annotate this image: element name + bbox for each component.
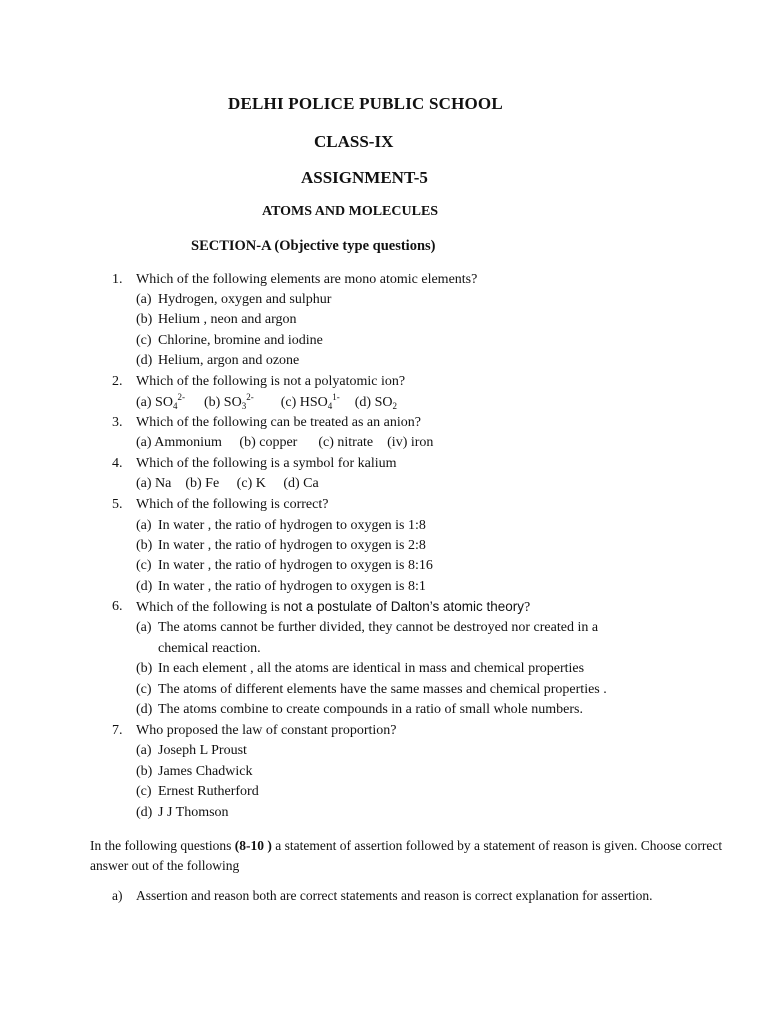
question-text: Which of the following is not a polyatomic ion? — [136, 374, 406, 389]
question-text: Who proposed the law of constant proportion? — [136, 723, 397, 738]
option-b: (b) $SO_3^{2-}$ — [203, 392, 254, 411]
option-label: (c) — [136, 333, 152, 348]
option-label: (b) — [136, 312, 153, 327]
option-text: J J Thomson — [158, 805, 229, 820]
assertion-option-label: a) — [112, 888, 123, 903]
option-text: In each element , all the atoms are identical in mass and chemical properties — [158, 661, 585, 676]
assertion-option-text: Assertion and reason both are correct statements and reason is correct explanation for assertion. — [136, 888, 653, 903]
option-label: (a) — [136, 620, 152, 635]
question-text: Which of the following elements are mono atomic elements? — [136, 272, 478, 287]
option-label: (c) — [136, 784, 152, 799]
question-number: 2. — [112, 374, 123, 389]
option-text: James Chadwick — [158, 764, 253, 779]
question-text: Which of the following is correct? — [136, 497, 329, 512]
option-text: Joseph L Proust — [158, 743, 247, 758]
option-text: Ernest Rutherford — [158, 784, 259, 799]
option-label: (a) — [136, 292, 152, 307]
topic-title: ATOMS AND MOLECULES — [262, 204, 439, 219]
question-number: 4. — [112, 456, 123, 471]
option-text: In water , the ratio of hydrogen to oxygen is 2:8 — [158, 538, 426, 553]
inline-options: (a) Na (b) Fe (c) K (d) Ca — [136, 476, 319, 491]
option-text: Hydrogen, oxygen and sulphur — [158, 292, 332, 307]
question-number: 7. — [112, 723, 123, 738]
option-text: In water , the ratio of hydrogen to oxygen is 8:16 — [158, 558, 433, 573]
question-number: 3. — [112, 415, 123, 430]
option-d: (d) $SO_2$ — [354, 395, 397, 411]
question-text: Which of the following is not a postulate of Dalton’s atomic theory? — [136, 599, 531, 615]
question-number: 1. — [112, 272, 123, 287]
inline-options — [136, 393, 397, 413]
option-label: (d) — [136, 702, 153, 717]
option-label: (c) — [136, 682, 152, 697]
option-text: In water , the ratio of hydrogen to oxygen is 8:1 — [158, 579, 426, 594]
option-text: chemical reaction. — [158, 641, 261, 656]
option-label: (d) — [136, 805, 153, 820]
assignment-title: ASSIGNMENT-5 — [301, 168, 428, 187]
option-label: (b) — [136, 764, 153, 779]
option-label: (b) — [136, 661, 153, 676]
option-label: (c) — [136, 558, 152, 573]
option-text: Helium , neon and argon — [158, 312, 297, 327]
inline-options: (a) Ammonium (b) copper (c) nitrate (iv) iron — [136, 435, 434, 450]
question-text: Which of the following can be treated as an anion? — [136, 415, 421, 430]
class-title: CLASS-IX — [314, 132, 394, 151]
option-a: (a) $SO_4^{2-}$ — [136, 392, 185, 411]
question-number: 5. — [112, 497, 123, 512]
option-text: In water , the ratio of hydrogen to oxygen is 1:8 — [158, 518, 426, 533]
question-number: 6. — [112, 599, 123, 614]
option-text: Helium, argon and ozone — [158, 353, 300, 368]
option-label: (b) — [136, 538, 153, 553]
option-label: (d) — [136, 353, 153, 368]
option-text: Chlorine, bromine and iodine — [158, 333, 323, 348]
section-title: SECTION-A (Objective type questions) — [191, 238, 436, 254]
option-label: (a) — [136, 518, 152, 533]
option-label: (a) — [136, 743, 152, 758]
assertion-instructions: In the following questions (8-10 ) a statement of assertion followed by a statement of reason is given. Choose correct answer out of the following — [90, 838, 723, 873]
school-name: DELHI POLICE PUBLIC SCHOOL — [228, 94, 503, 113]
option-label: (d) — [136, 579, 153, 594]
option-text: The atoms cannot be further divided, they cannot be destroyed nor created in a — [158, 620, 599, 635]
option-c: (c) $HSO_4^{1-}$ — [280, 392, 340, 411]
option-text: The atoms combine to create compounds in a ratio of small whole numbers. — [158, 702, 583, 717]
question-text: Which of the following is a symbol for kalium — [136, 456, 397, 471]
option-text: The atoms of different elements have the same masses and chemical properties . — [158, 682, 607, 697]
